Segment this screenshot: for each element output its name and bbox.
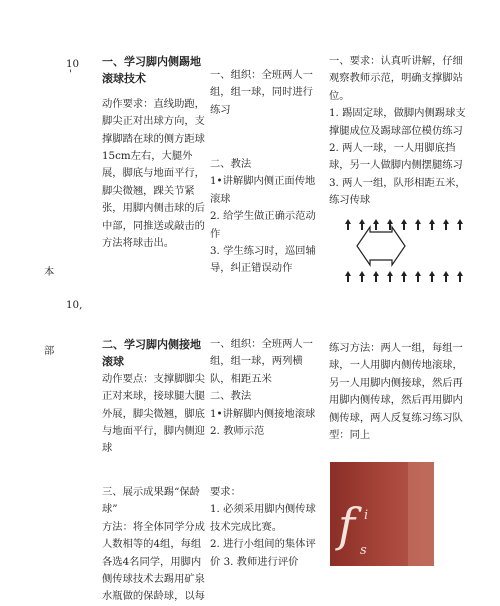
section2-method-item: 1•讲解脚内侧接地滚球 <box>210 407 316 420</box>
section1-requirements: 动作要求：直线助跑，脚尖正对出球方向，支撑脚踏在球的侧方距球15cm左右，大腿外展，脚底与地面平行，脚尖微翘，踝关节紧张，用脚内侧击球的后中部，同推送或敲击的方法将球击出。 <box>102 97 205 250</box>
section3-req-title: 要求： <box>210 486 241 498</box>
decorative-photo <box>330 462 434 566</box>
section1-practice-line: 2. 两人一球，一人用脚底挡球，另一人做脚内侧摆腿练习 <box>329 142 463 172</box>
section3-method: 方法：将全体同学分成人数相等的4组，每组各选4名同学，用脚内侧传球技术去踢用矿泉水瓶做的保龄球，以每 <box>102 520 205 603</box>
section2-method-item: 2. 教师示范 <box>210 425 265 438</box>
photo-letter-s: s <box>360 543 367 558</box>
arrow-icon <box>429 271 435 282</box>
arrow-row-bottom <box>345 271 463 282</box>
section1-method-item: 1•讲解脚内侧正面传地滚球 <box>210 175 316 205</box>
arrow-icon <box>415 271 421 282</box>
lesson-number: 10 <box>66 58 80 70</box>
arrow-icon <box>373 271 379 282</box>
arrow-icon <box>387 271 393 282</box>
section1-org: 一、组织：全班两人一组，组一球，同时进行练习 <box>210 69 313 116</box>
section2-method-title: 二、教法 <box>210 390 252 403</box>
section3-req-item: 1. 必须采用脚内侧传球技术完成比赛。 <box>210 503 316 533</box>
arrow-icon <box>345 219 351 230</box>
section3-requirements <box>210 484 322 571</box>
section2-practice-text: 练习方法：两人一组，每组一球，一人用脚内侧传地滚球，另一人用脚内侧接球，然后再用脚内侧传球，然后再用脚内侧传球，两人反复练习练习队型：同上 <box>329 342 463 442</box>
section2-title: 二、学习脚内侧接地滚球 <box>102 338 201 369</box>
section2-content <box>102 336 206 458</box>
section1-title: 一、学习脚内侧踢地滚球技术 <box>102 55 201 86</box>
section2-organization <box>210 336 322 440</box>
arrow-icon <box>429 219 435 230</box>
lesson-number-2: 10, <box>66 299 83 311</box>
arrow-icon <box>457 271 463 282</box>
arrow-icon <box>373 219 379 230</box>
lesson-number-mark: ' <box>69 68 72 80</box>
arrow-icon <box>443 271 449 282</box>
arrow-icon <box>345 271 351 282</box>
section3-title: 三、展示成果踢“保龄球” <box>102 486 200 516</box>
section1-method-item: 3. 学生练习时，巡回辅导，纠正错误动作 <box>210 245 316 275</box>
section1-practice-line: 1. 踢固定球，做脚内侧踢球支撑腿成位及踢球部位模仿练习 <box>329 107 466 137</box>
section1-method-item: 2. 给学生做正确示范动作 <box>210 210 316 240</box>
section2-requirements: 动作要点：支撑脚脚尖正对来球，接球腿大腿外展，脚尖微翘，脚底与地面平行，脚内侧迎球 <box>102 372 205 455</box>
margin-label-bu: 部 <box>44 345 55 357</box>
arrow-icon <box>443 219 449 230</box>
section2-practice <box>329 340 469 444</box>
section2-org: 一、组织：全班两人一组，组一球，两列横队，相距五米 <box>210 338 313 385</box>
arrow-icon <box>415 219 421 230</box>
photo-letter-f: f <box>338 498 356 552</box>
arrow-icon <box>401 219 407 230</box>
double-arrow-icon <box>357 227 405 265</box>
section3-content <box>102 484 206 603</box>
arrow-icon <box>457 219 463 230</box>
arrow-icon <box>359 219 365 230</box>
section1-method-title: 二、教法 <box>210 158 252 170</box>
arrow-icon <box>401 271 407 282</box>
section1-practice-line: 一、要求：认真听讲解，仔细观察教师示范，明确支撑脚站位。 <box>329 55 463 102</box>
section1-practice-line: 3. 两人一组，队形相距五米，练习传球 <box>329 176 466 207</box>
arrow-icon <box>359 271 365 282</box>
margin-label-ben: 本 <box>44 266 55 278</box>
photo-letter-i: i <box>364 508 369 523</box>
arrow-row-top <box>345 219 463 230</box>
section3-req-item: 2. 进行小组间的集体评价 3. 教师进行评价 <box>210 538 316 568</box>
